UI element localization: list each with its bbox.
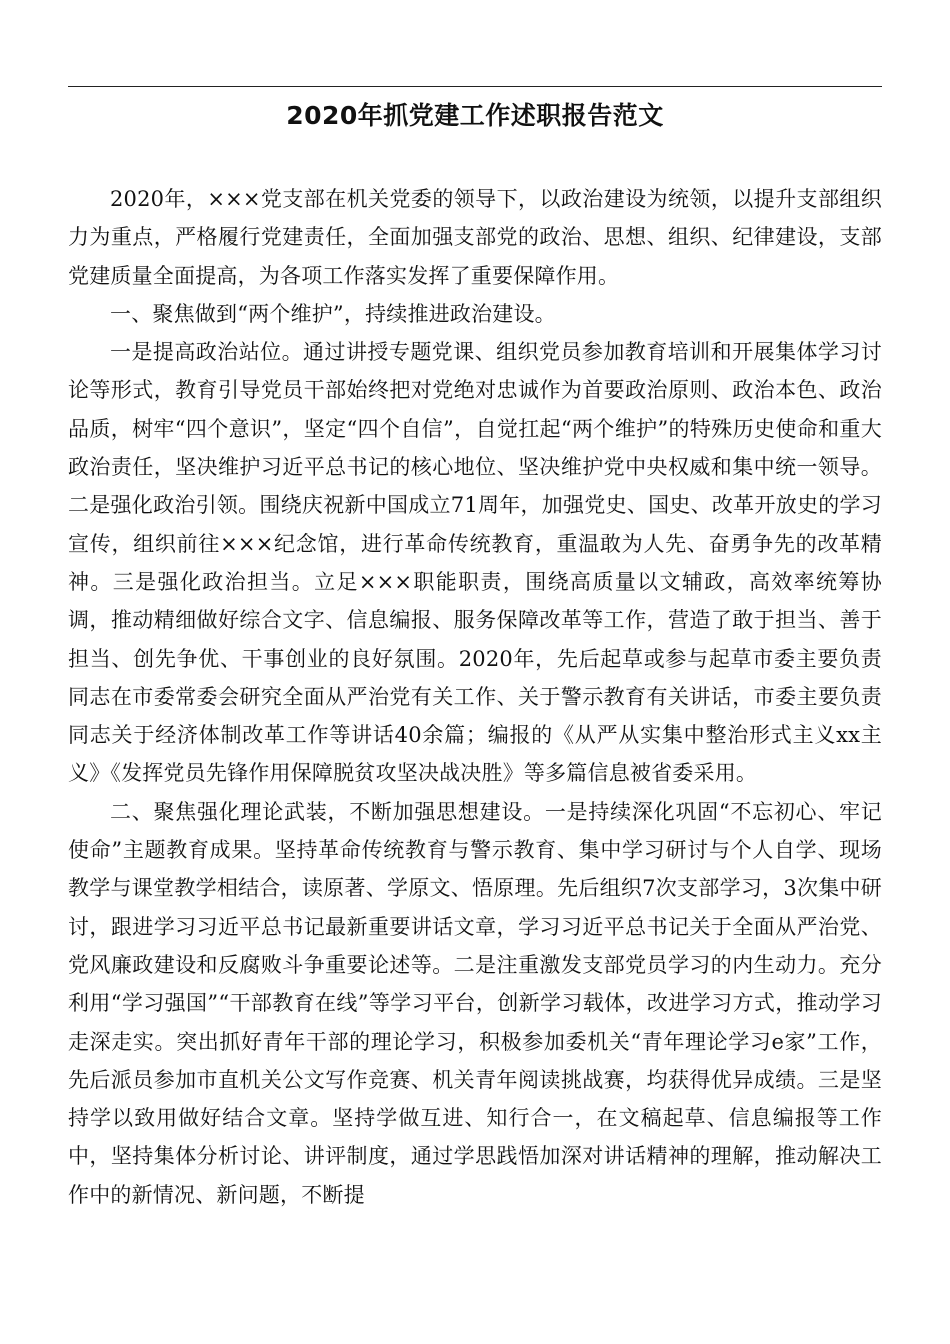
- header-rule: [68, 86, 882, 87]
- document-body: [68, 180, 882, 1214]
- paragraph-section-2: 二、聚焦强化理论武装，不断加强思想建设。一是持续深化巩固“不忘初心、牢记使命”主题教育成果。坚持革命传统教育与警示教育、集中学习研讨与个人自学、现场教学与课堂教学相结合，读原著、学原文、悟原理。先后组织7次支部学习，3次集中研讨，跟进学习习近平总书记最新重要讲话文章，学习习近平总书记关于全面从严治党、党风廉政建设和反腐败斗争重要论述等。二是注重激发支部党员学习的内生动力。充分利用“学习强国”“干部教育在线”等学习平台，创新学习载体，改进学习方式，推动学习走深走实。突出抓好青年干部的理论学习，积极参加委机关“青年理论学习e家”工作，先后派员参加市直机关公文写作竞赛、机关青年阅读挑战赛，均获得优异成绩。三是坚持学以致用做好结合文章。坚持学做互进、知行合一，在文稿起草、信息编报等工作中，坚持集体分析讨论、讲评制度，通过学思践悟加深对讲话精神的理解，推动解决工作中的新情况、新问题，不断提: [68, 799, 882, 1207]
- document-title: 2020年抓党建工作述职报告范文: [286, 101, 664, 130]
- paragraph-section-1: 一是提高政治站位。通过讲授专题党课、组织党员参加教育培训和开展集体学习讨论等形式，教育引导党员干部始终把对党绝对忠诚作为首要政治原则、政治本色、政治品质，树牢“四个意识”，坚定“四个自信”，自觉扛起“两个维护”的特殊历史使命和重大政治责任，坚决维护习近平总书记的核心地位、坚决维护党中央权威和集中统一领导。二是强化政治引领。围绕庆祝新中国成立71周年，加强党史、国史、改革开放史的学习宣传，组织前往×××纪念馆，进行革命传统教育，重温敢为人先、奋勇争先的改革精神。三是强化政治担当。立足×××职能职责，围绕高质量以文辅政，高效率统筹协调，推动精细做好综合文字、信息编报、服务保障改革等工作，营造了敢于担当、善于担当、创先争优、干事创业的良好氛围。2020年，先后起草或参与起草市委主要负责同志在市委常委会研究全面从严治党有关工作、关于警示教育有关讲话，市委主要负责同志关于经济体制改革工作等讲话40余篇；编报的《从严从实集中整治形式主义xx主义》《发挥党员先锋作用保障脱贫攻坚决战决胜》等多篇信息被省委采用。: [68, 340, 882, 786]
- paragraph-intro: 2020年，×××党支部在机关党委的领导下，以政治建设为统领，以提升支部组织力为重点，严格履行党建责任，全面加强支部党的政治、思想、组织、纪律建设，支部党建质量全面提高，为各项工作落实发挥了重要保障作用。: [68, 187, 882, 288]
- section-heading-1: 一、聚焦做到“两个维护”，持续推进政治建设。: [110, 301, 556, 326]
